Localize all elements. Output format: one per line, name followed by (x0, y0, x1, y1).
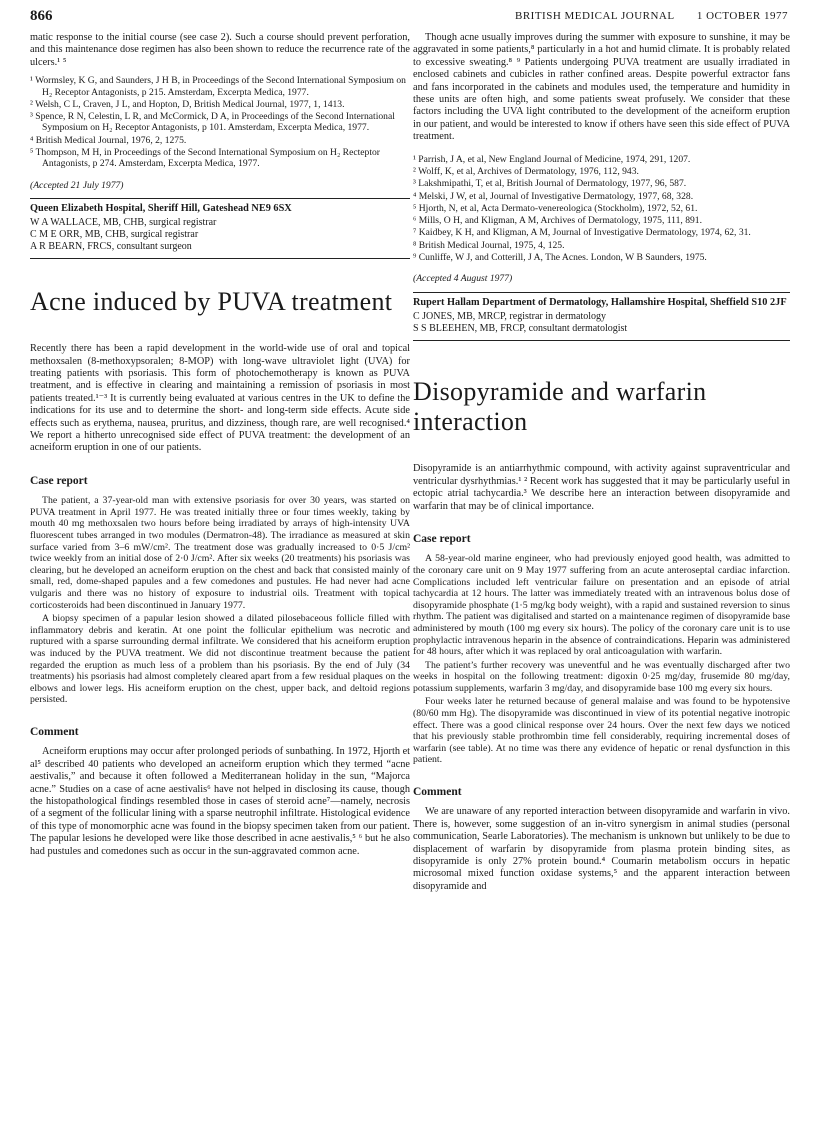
intro-paragraph: Recently there has been a rapid development in the world-wide use of oral and topical methoxsalen (8-methoxypsoralen; 8-MOP) with long-wave ultraviolet light (UVA) for treating patients with psoriasis. This form of photochemotherapy is known as PUVA treatment, and is effective in clearing and maintaining a remission of psoriasis in most patients treated.¹⁻³ It is currently being evaluated at various centres in the UK to define the indications for its use and to determine the short- and long-term side effects. Acute side effects such as erythema, nausea, pruritus, and dizziness, though rare, are well recognised.⁴ We report a hitherto unrecognised side effect of PUVA treatment: the development of an acneiform eruption in one of our patients. (30, 343, 410, 454)
right-column (413, 32, 790, 895)
body-paragraph: A 58-year-old marine engineer, who had previously enjoyed good health, was admitted to the coronary care unit on 9 May 1977 suffering from an acute anteroseptal cardiac infarction. Complications included left ventricular failure on presentation and an episode of atrial tachycardia at 12 hours. The latter was immediately treated with an intravenous bolus dose of disopyramide phosphate (1·5 mg/kg body weight), with a rapid and sustained reversion to sinus rhythm. The patient was digitalised and started on a maintenance regimen of disopyramide base administered by mouth (100 mg every six hours). The policy of the coronary care unit is to use prophylactic intravenous heparin in the absence of contraindications. Heparin was administered for 48 hours, after which it was replaced by oral anticoagulation with warfarin. (413, 553, 790, 658)
reference-list (413, 154, 790, 264)
body-paragraph: A biopsy specimen of a papular lesion showed a dilated pilosebaceous follicle filled with inflammatory debris and keratin. At one point the follicular epithelium was necrotic and ruptured with a sparse surrounding dermal infiltrate. We considered that his acneiform eruption was induced by the PUVA treatment. We did not discontinue treatment because the patient regarded the eruption as much less of a problem than his psoriasis. By the end of July (34 treatments) his psoriasis had almost completely cleared apart from a few residual plaques on the elbows and lower legs. His acneiform eruption on the chest, upper back, and deltoid regions persisted. (30, 613, 410, 706)
author: A R BEARN, FRCS, consultant surgeon (30, 240, 192, 252)
article-title (413, 377, 790, 437)
accepted-date: (Accepted 4 August 1977) (413, 273, 513, 285)
section-heading: Comment (30, 725, 79, 738)
page-number: 866 (30, 8, 53, 24)
author: W A WALLACE, MB, CHB, surgical registrar (30, 217, 217, 229)
reference-item: ¹ Parrish, J A, et al, New England Journal of Medicine, 1974, 291, 1207. (413, 153, 691, 165)
reference-item: ⁴ British Medical Journal, 1976, 2, 1275. (30, 134, 187, 146)
institution: Rupert Hallam Department of Dermatology, Hallamshire Hospital, Sheffield S10 2JF (413, 296, 787, 308)
reference-item: ⁸ British Medical Journal, 1975, 4, 125. (413, 239, 565, 251)
accepted-date: (Accepted 21 July 1977) (30, 179, 124, 191)
intro-paragraph: Disopyramide is an antiarrhythmic compound, with activity against supraventricular and ventricular dysrhythmias.¹ ² Recent work has suggested that it may be particularly useful in ectopic atrial tachycardia.³ We describe here an interaction between disopyramide and warfarin that may be of clinical importance. (413, 463, 790, 512)
author: C M E ORR, MB, CHB, surgical registrar (30, 229, 199, 240)
reference-item: ⁴ Melski, J W, et al, Journal of Investigative Dermatology, 1977, 68, 328. (413, 190, 694, 202)
continuation-text: Though acne usually improves during the summer with exposure to sunshine, it may be aggravated in some patients,⁸ particularly in a hot and humid climate. It is probably related to excessive sweating.⁸ ⁹ Patients undergoing PUVA treatment are usually irradiated in enclosed cabinets and cubicles in rather confined areas. Despite powerful extractor fans and fans incorporated in the cabinets and modules used, the temperature and humidity in these units are often high, and some patients sweat profusely. We consider that these factors including the UVA light contributed to the development of the acneiform eruption in our patient, and would be interested to know if others have seen this side effect of PUVA treatment. (413, 32, 790, 143)
body-paragraph: Four weeks later he returned because of general malaise and was found to be hypotensive (80/60 mm Hg). The disopyramide was discontinued in view of its potential negative inotropic effect. There was a good clinical response over 24 hours. Over the next few days we noticed that his previously stable prothrombin time fell considerably, requiring incremental doses of warfarin (see table). At no time was there any evidence of hepatic or renal dysfunction in this patient. (413, 696, 790, 766)
author: S S BLEEHEN, MB, FRCP, consultant dermatologist (413, 322, 628, 334)
reference-item: ⁵ Thompson, M H, in Proceedings of the Second International Symposium on H₂ Recteptor Antagonists, p 274. Amsterdam, Excerpta Medica, 1977. (30, 147, 380, 170)
section-heading: Case report (413, 532, 471, 545)
running-header (30, 8, 788, 30)
reference-item: ⁵ Hjorth, N, et al, Acta Dermato-venereologica (Stockholm), 1972, 52, 61. (413, 202, 698, 214)
article-title: Acne induced by PUVA treatment (30, 287, 393, 317)
divider (30, 198, 410, 199)
issue-date: 1 OCTOBER 1977 (696, 10, 788, 22)
reference-list (30, 75, 410, 169)
reference-item: ³ Spence, R N, Celestin, L R, and McCormick, D A, in Proceedings of the Second International Symposium on H₂ Receptor Antagonists, p 101. Amsterdam, Excerpta Medica, 1977. (30, 111, 395, 134)
reference-item: ¹ Wormsley, K G, and Saunders, J H B, in Proceedings of the Second International Symposium on H₂ Receptor Antagonists, p 215. Amsterdam, Excerpta Medica, 1977. (30, 75, 406, 98)
divider (413, 292, 790, 293)
body-paragraph: We are unaware of any reported interaction between disopyramide and warfarin in vivo. There is, however, some suggestion of an in-vitro synergism in animal studies (personal communication, Searle Laboratories). The mechanism is unknown but unlikely to be due to displacement of warfarin by disopyramide from plasma protein binding sites, as disopyramide is only 27% protein bound.⁴ Coumarin metabolism occurs in hepatic microsomal mixed function oxidase systems,⁵ and the apparent interaction between disopyramide and (413, 806, 790, 892)
reference-item: ⁷ Kaidbey, K H, and Kligman, A M, Journal of Investigative Dermatology, 1974, 62, 31. (413, 227, 751, 239)
section-heading: Comment (413, 786, 462, 799)
continuation-text: matic response to the initial course (see case 2). Such a course should prevent perforation, and this maintenance dose regimen has also been shown to reduce the recurrence rate of the ulcers.¹ ⁵ (30, 32, 410, 68)
article-title-line: interaction (413, 407, 528, 437)
reference-item: ⁹ Cunliffe, W J, and Cotterill, J A, The Acnes. London, W B Saunders, 1975. (413, 252, 707, 264)
reference-item: ² Welsh, C L, Craven, J L, and Hopton, D, British Medical Journal, 1977, 1, 1413. (30, 98, 345, 110)
institution: Queen Elizabeth Hospital, Sheriff Hill, Gateshead NE9 6SX (30, 203, 292, 214)
left-column (30, 32, 410, 860)
reference-item: ³ Lakshmipathi, T, et al, British Journal of Dermatology, 1977, 96, 587. (413, 178, 687, 190)
section-heading: Case report (30, 474, 88, 487)
body-paragraph: Acneiform eruptions may occur after prolonged periods of sunbathing. In 1972, Hjorth et al⁵ described 40 patients who developed an acneiform eruption which they termed “acne aestivalis,” and because it often followed a Mediterranean holiday in the sun, “Majorca acne.” Studies on a case of acne aestivalis⁶ have not helped in disclosing its cause, though the histopathological findings resembled those in cases of steroid acne⁷—namely, necrosis of a segment of the follicular lining with a sparse neutrophil infiltrate. Histological evidence of this type of monomorphic acne was found in the biopsy specimen taken from our patient. The papular lesions he developed were like those described in acne aestivalis,⁵ ⁶ but he also had pustules and comedones such as occur in the sun-aggravated common acne. (30, 746, 410, 857)
author: C JONES, MB, MRCP, registrar in dermatology (413, 311, 607, 323)
body-paragraph: The patient’s further recovery was uneventful and he was eventually discharged after two weeks in hospital on the following treatment: digoxin 0·25 mg/day, frusemide 80 mg/day, potassium supplements, warfarin 3 mg/day, and disopyramide base 100 mg every six hours. (413, 659, 790, 694)
body-paragraph: The patient, a 37-year-old man with extensive psoriasis for over 30 years, was started on PUVA treatment in April 1977. He was treated initially three or four times weekly, taking by mouth 40 mg methoxsalen two hours before being irradiated by arrays of high-intensity UVA fluorescent tubes arranged in two modules (Dermatron-48). The irradiance as measured at skin surface varied from 3–6 mW/cm². The treatment dose was gradually increased to 0·5 J/cm² twice weekly from an initial dose of 2·0 J/cm². After six weeks (20 treatments) his psoriasis was clearing, but he developed an acneiform eruption on the chest and back that consisted mainly of small, red, dome-shaped papules and a few comedones and pustules. He had never had acne vulgaris and there was no history of exposure to industrial oils. Treatment with topical corticosteroids had been discontinued in January 1977. (30, 495, 410, 611)
article-title-line: Disopyramide and warfarin (413, 377, 707, 407)
reference-item: ² Wolff, K, et al, Archives of Dermatology, 1976, 112, 943. (413, 165, 639, 177)
journal-name: BRITISH MEDICAL JOURNAL (515, 10, 675, 22)
reference-item: ⁶ Mills, O H, and Kligman, A M, Archives of Dermatology, 1975, 111, 891. (413, 215, 703, 227)
